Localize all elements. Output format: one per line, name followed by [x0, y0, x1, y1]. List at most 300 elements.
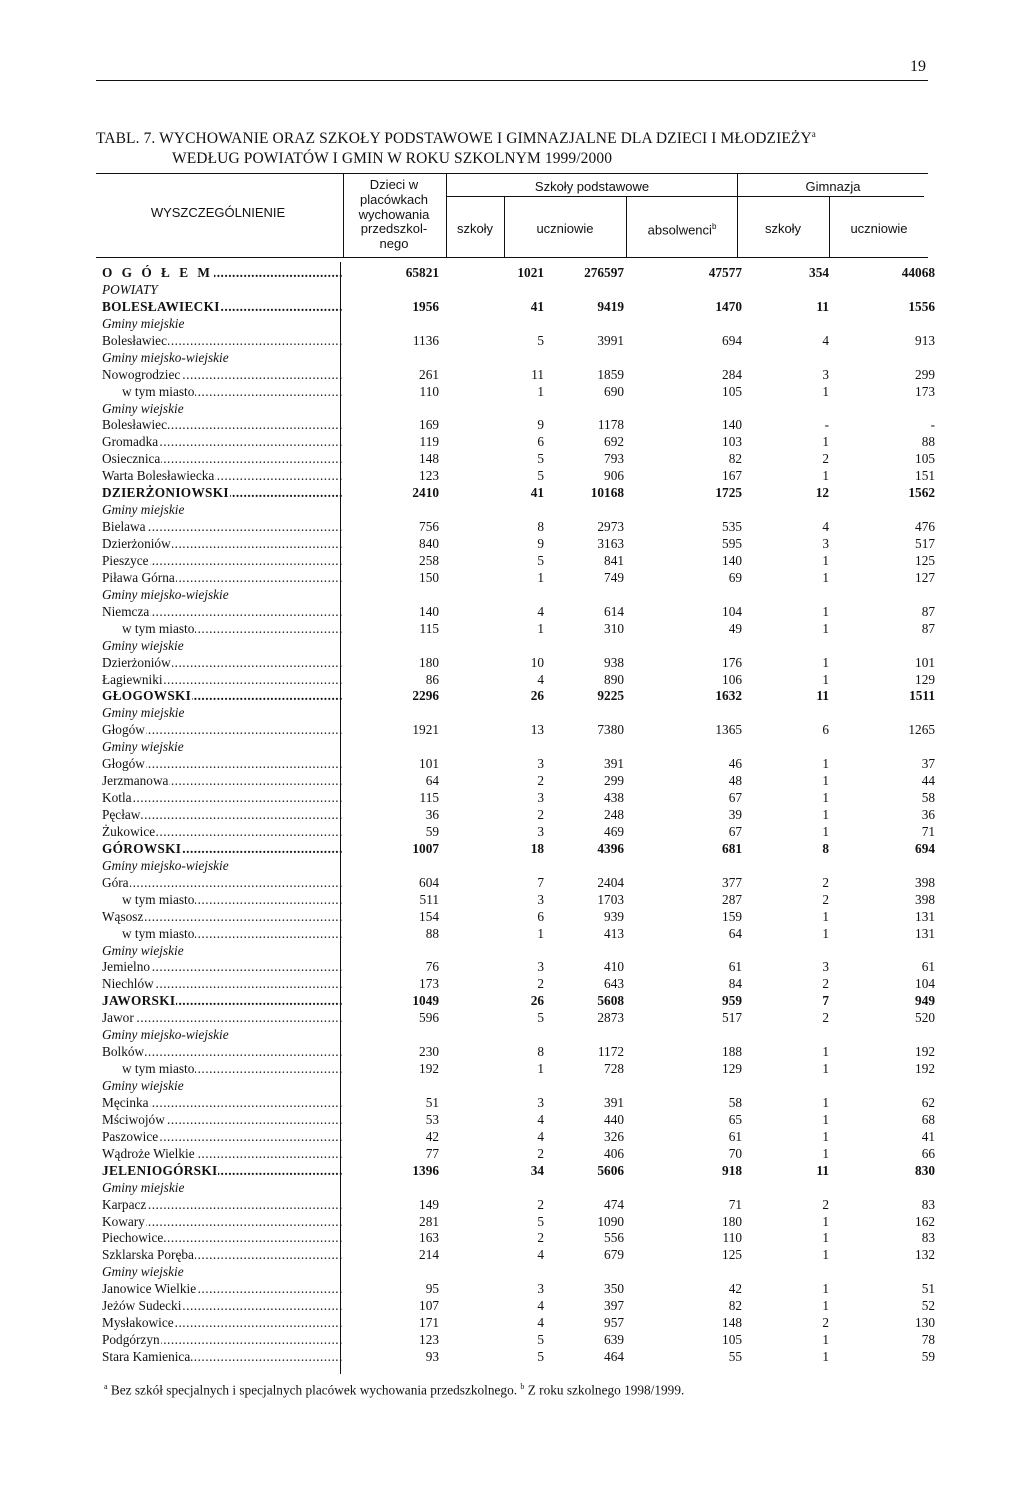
- row-label: [102, 721, 342, 738]
- top-rule: [96, 80, 928, 81]
- cell-primary-graduates: 180: [722, 1213, 742, 1229]
- cell-preschool: 511: [419, 891, 439, 907]
- cell-primary-pupils: 556: [604, 1230, 624, 1246]
- cell-primary-pupils: 9225: [597, 688, 624, 704]
- cell-primary-pupils: 9419: [597, 298, 624, 314]
- cell-primary-graduates: 46: [728, 756, 742, 772]
- cell-gim-pupils: 62: [921, 1094, 935, 1110]
- cell-gim-pupils: 131: [915, 925, 935, 941]
- cell-preschool: 119: [419, 434, 439, 450]
- cell-gim-pupils: 299: [915, 366, 935, 382]
- section-heading-row: [0, 1263, 1024, 1280]
- table-row: [0, 1280, 1024, 1297]
- table-row: [0, 1348, 1024, 1365]
- cell-gim-schools: 2: [822, 1196, 829, 1212]
- cell-primary-pupils: 890: [604, 671, 624, 687]
- row-label: [102, 484, 342, 501]
- cell-primary-graduates: 148: [722, 1315, 742, 1331]
- header-group-primary: Szkoły podstawowe: [534, 179, 650, 194]
- cell-gim-schools: 1: [822, 1061, 829, 1077]
- cell-primary-graduates: 176: [722, 654, 742, 670]
- cell-preschool: 230: [419, 1044, 439, 1060]
- row-label-text: Jerzmanowa: [102, 773, 169, 789]
- cell-primary-schools: 7: [537, 874, 544, 890]
- row-label-text: POWIATY: [102, 281, 158, 297]
- cell-primary-graduates: 595: [722, 536, 742, 551]
- cell-gim-schools: 11: [816, 298, 829, 314]
- cell-gim-pupils: 41: [921, 1128, 935, 1144]
- row-label-text: w tym miasto: [102, 621, 195, 636]
- row-label-text: Pęcław: [102, 807, 141, 822]
- row-label-text: Stara Kamienica: [102, 1349, 191, 1364]
- cell-gim-schools: 4: [822, 332, 829, 348]
- cell-gim-schools: 1: [822, 569, 829, 585]
- cell-gim-schools: 1: [822, 1298, 829, 1314]
- cell-primary-pupils: 299: [604, 773, 624, 789]
- cell-gim-schools: 2: [822, 1010, 829, 1026]
- row-label: [102, 1026, 342, 1043]
- cell-gim-schools: 1: [822, 603, 829, 619]
- cell-primary-graduates: 959: [722, 993, 742, 1009]
- row-label-text: BOLESŁAWIECKI: [102, 298, 220, 314]
- cell-gim-schools: 1: [822, 654, 829, 670]
- cell-gim-pupils: 87: [921, 620, 935, 636]
- header-label: WYSZCZEGÓLNIENIE: [150, 205, 286, 220]
- row-label-text: Góra: [102, 874, 129, 890]
- cell-preschool: 148: [419, 451, 439, 467]
- cell-primary-schools: 1: [537, 569, 544, 585]
- cell-primary-pupils: 438: [604, 790, 624, 806]
- cell-primary-schools: 9: [537, 536, 544, 551]
- cell-preschool: 1049: [412, 993, 439, 1009]
- row-label-text: Paszowice: [102, 1128, 159, 1144]
- table-row: [0, 484, 1024, 501]
- cell-gim-schools: 1: [822, 1230, 829, 1246]
- row-label: [102, 1213, 342, 1230]
- cell-gim-pupils: 949: [915, 993, 935, 1009]
- cell-primary-graduates: 535: [722, 519, 742, 535]
- row-label: [102, 1111, 342, 1128]
- cell-preschool: 77: [425, 1145, 439, 1161]
- row-label-text: Męcinka: [102, 1094, 149, 1110]
- cell-primary-graduates: 64: [728, 925, 742, 941]
- row-label-text: Głogów: [102, 722, 145, 738]
- row-label: [102, 349, 342, 366]
- footnote-a-text: Bez szkół specjalnych i specjalnych placówek wychowania przedszkolnego.: [110, 1382, 518, 1398]
- row-label-text: Szklarska Poręba: [102, 1247, 194, 1263]
- cell-gim-pupils: 1511: [909, 688, 935, 704]
- cell-preschool: 192: [419, 1061, 439, 1077]
- cell-gim-schools: 11: [816, 1162, 829, 1178]
- cell-gim-pupils: 1562: [908, 485, 935, 501]
- cell-gim-pupils: 36: [921, 807, 935, 822]
- row-label-text: Gminy wiejskie: [102, 942, 184, 958]
- section-heading-row: [0, 857, 1024, 874]
- table-row: [0, 1128, 1024, 1145]
- cell-gim-pupils: 398: [915, 891, 935, 907]
- cell-preschool: 53: [425, 1111, 439, 1127]
- cell-primary-schools: 13: [530, 722, 544, 738]
- row-label-text: Łagiewniki: [102, 671, 163, 687]
- row-label-text: Gminy wiejskie: [102, 637, 184, 653]
- row-label: [102, 1314, 342, 1331]
- table-row: [0, 721, 1024, 738]
- cell-primary-graduates: 106: [722, 671, 742, 687]
- table-row: [0, 1213, 1024, 1230]
- row-label: [102, 874, 342, 891]
- cell-primary-graduates: 110: [722, 1230, 742, 1246]
- row-label: [102, 975, 342, 992]
- cell-primary-graduates: 71: [728, 1196, 742, 1212]
- cell-primary-pupils: 939: [604, 908, 624, 924]
- cell-gim-pupils: 520: [915, 1010, 935, 1026]
- cell-primary-pupils: 690: [604, 383, 624, 399]
- cell-primary-schools: 5: [537, 1213, 544, 1229]
- table-row: [0, 416, 1024, 433]
- cell-preschool: 65821: [405, 265, 439, 280]
- row-label: [102, 942, 342, 959]
- cell-primary-pupils: 749: [604, 569, 624, 585]
- cell-primary-graduates: 105: [722, 383, 742, 399]
- cell-primary-graduates: 1725: [715, 485, 742, 501]
- row-label-text: Osiecznica: [102, 451, 161, 467]
- cell-gim-pupils: 151: [915, 468, 935, 484]
- cell-primary-graduates: 47577: [708, 265, 742, 280]
- cell-primary-graduates: 61: [728, 1128, 742, 1144]
- cell-gim-pupils: 37: [921, 756, 935, 772]
- cell-primary-schools: 2: [537, 1230, 544, 1246]
- table-title: [96, 124, 816, 169]
- row-label: [102, 1179, 342, 1196]
- section-heading-row: [0, 1179, 1024, 1196]
- row-label-text: Dzierżoniów: [102, 654, 171, 670]
- cell-primary-schools: 3: [537, 891, 544, 907]
- cell-primary-schools: 8: [537, 1044, 544, 1060]
- cell-preschool: 2410: [412, 485, 439, 501]
- header-primary-pupils: uczniowie: [536, 221, 594, 236]
- cell-primary-schools: 4: [537, 1315, 544, 1331]
- cell-primary-graduates: 103: [722, 434, 742, 450]
- cell-gim-pupils: 59: [921, 1349, 935, 1364]
- cell-preschool: 1396: [412, 1162, 439, 1178]
- cell-primary-schools: 4: [537, 1111, 544, 1127]
- cell-primary-graduates: 1470: [715, 298, 742, 314]
- table-row: [0, 264, 1024, 281]
- row-label-text: O G Ó Ł E M: [102, 265, 213, 280]
- cell-gim-pupils: 125: [915, 552, 935, 568]
- row-label: [102, 772, 342, 789]
- row-label-text: Gminy miejskie: [102, 315, 185, 331]
- cell-primary-schools: 2: [537, 807, 544, 822]
- cell-preschool: 123: [419, 468, 439, 484]
- section-heading-row: [0, 1077, 1024, 1094]
- header-gim-schools: szkoły: [764, 221, 802, 236]
- cell-gim-pupils: 1556: [908, 298, 935, 314]
- cell-primary-schools: 5: [537, 1332, 544, 1348]
- row-label-text: Gromadka: [102, 434, 159, 450]
- cell-preschool: 163: [419, 1230, 439, 1246]
- row-label-text: Dzierżoniów: [102, 536, 171, 551]
- header-preschool-line: nego: [379, 236, 409, 252]
- cell-primary-pupils: 728: [604, 1061, 624, 1077]
- cell-gim-schools: 3: [822, 366, 829, 382]
- cell-preschool: 840: [419, 536, 439, 551]
- table-body: [0, 264, 1024, 1365]
- title-line-2: WEDŁUG POWIATÓW I GMIN W ROKU SZKOLNYM 1999/2000: [172, 150, 613, 168]
- table-row: [0, 671, 1024, 688]
- cell-primary-schools: 26: [530, 688, 544, 704]
- table-row: [0, 908, 1024, 925]
- cell-primary-graduates: 159: [722, 908, 742, 924]
- row-label-text: Gminy miejsko-wiejskie: [102, 1027, 229, 1043]
- row-label: [102, 569, 342, 586]
- header-preschool-line: przedszkol-: [360, 221, 428, 237]
- cell-primary-graduates: 39: [728, 807, 742, 822]
- table-row: [0, 298, 1024, 315]
- table-row: [0, 332, 1024, 349]
- cell-primary-schools: 5: [537, 468, 544, 484]
- cell-gim-schools: 1: [822, 1111, 829, 1127]
- row-label: [102, 1162, 342, 1179]
- table-row: [0, 552, 1024, 569]
- cell-preschool: 171: [419, 1315, 439, 1331]
- page-number: 19: [910, 58, 926, 75]
- row-label: [102, 586, 342, 603]
- cell-primary-graduates: 140: [722, 417, 742, 433]
- cell-primary-schools: 10: [530, 654, 544, 670]
- row-label: [102, 891, 342, 908]
- row-label: [102, 671, 342, 688]
- cell-preschool: 1921: [412, 722, 439, 738]
- row-label-text: Gminy wiejskie: [102, 1264, 184, 1280]
- row-label: [102, 298, 342, 315]
- cell-primary-graduates: 67: [728, 790, 742, 806]
- cell-primary-graduates: 140: [722, 552, 742, 568]
- cell-gim-pupils: 173: [915, 383, 935, 399]
- row-label: [102, 1128, 342, 1145]
- row-label-text: Wąsosz: [102, 908, 144, 924]
- cell-primary-pupils: 464: [604, 1349, 624, 1364]
- row-label-text: Janowice Wielkie: [102, 1281, 197, 1297]
- row-label-text: Piechowice: [102, 1230, 164, 1246]
- row-label-text: Jemielno: [102, 959, 151, 975]
- row-label: [102, 789, 342, 806]
- cell-primary-schools: 6: [537, 908, 544, 924]
- cell-primary-schools: 2: [537, 1196, 544, 1212]
- row-label-text: Żukowice: [102, 823, 156, 839]
- cell-primary-pupils: 1090: [597, 1213, 624, 1229]
- row-label: [102, 738, 342, 755]
- header-gim-pupils: uczniowie: [850, 221, 908, 236]
- row-label-text: Kotla: [102, 790, 132, 806]
- cell-gim-schools: 1: [822, 1213, 829, 1229]
- cell-gim-schools: 1: [822, 823, 829, 839]
- cell-primary-graduates: 48: [728, 773, 742, 789]
- cell-preschool: 1007: [412, 840, 439, 856]
- cell-primary-pupils: 692: [604, 434, 624, 450]
- row-label: [102, 315, 342, 332]
- cell-primary-graduates: 125: [722, 1247, 742, 1263]
- cell-preschool: 64: [425, 773, 439, 789]
- cell-primary-graduates: 61: [728, 959, 742, 975]
- cell-preschool: 95: [425, 1281, 439, 1297]
- cell-gim-schools: 11: [816, 688, 829, 704]
- cell-preschool: 604: [419, 874, 439, 890]
- cell-gim-schools: 1: [822, 1349, 829, 1364]
- cell-primary-pupils: 391: [604, 756, 624, 772]
- row-label-text: Gminy wiejskie: [102, 400, 184, 416]
- cell-preschool: 115: [419, 790, 439, 806]
- cell-primary-schools: 3: [537, 823, 544, 839]
- cell-gim-schools: 1: [822, 807, 829, 822]
- cell-primary-pupils: 350: [604, 1281, 624, 1297]
- cell-primary-pupils: 2404: [597, 874, 624, 890]
- row-label-text: Pieszyce: [102, 552, 149, 568]
- cell-preschool: 2296: [412, 688, 439, 704]
- cell-primary-pupils: 7380: [597, 722, 624, 738]
- cell-preschool: 1956: [412, 298, 439, 314]
- cell-primary-pupils: 1859: [597, 366, 624, 382]
- cell-primary-schools: 5: [537, 1010, 544, 1026]
- cell-primary-schools: 1: [537, 925, 544, 941]
- table-row: [0, 1229, 1024, 1246]
- cell-gim-pupils: 398: [915, 874, 935, 890]
- cell-gim-pupils: -: [930, 417, 935, 433]
- cell-primary-pupils: 3163: [597, 536, 624, 551]
- table-row: [0, 569, 1024, 586]
- section-heading-row: [0, 281, 1024, 298]
- cell-preschool: 115: [419, 620, 439, 636]
- row-label: [102, 1246, 342, 1263]
- cell-primary-schools: 2: [537, 976, 544, 992]
- row-label-text: Gminy miejskie: [102, 705, 185, 721]
- cell-preschool: 169: [419, 417, 439, 433]
- table-row: [0, 1162, 1024, 1179]
- cell-primary-schools: 4: [537, 1128, 544, 1144]
- table-row: [0, 535, 1024, 552]
- row-label-text: w tym miasto: [102, 892, 195, 907]
- table-row: [0, 1196, 1024, 1213]
- cell-primary-schools: 5: [537, 552, 544, 568]
- cell-gim-schools: 1: [822, 1247, 829, 1263]
- cell-primary-pupils: 10168: [590, 485, 624, 501]
- row-label-text: Warta Bolesławiecka: [102, 468, 215, 484]
- table-row: [0, 806, 1024, 823]
- table-row: [0, 975, 1024, 992]
- cell-primary-schools: 9: [537, 417, 544, 433]
- row-label-text: Gminy miejsko-wiejskie: [102, 857, 229, 873]
- cell-primary-pupils: 841: [604, 552, 624, 568]
- cell-gim-pupils: 78: [921, 1332, 935, 1348]
- cell-primary-graduates: 84: [728, 976, 742, 992]
- graduates-footnote-mark: b: [711, 222, 717, 231]
- cell-primary-schools: 8: [537, 519, 544, 535]
- row-label: [102, 687, 342, 704]
- section-heading-row: [0, 400, 1024, 417]
- cell-gim-schools: 1: [822, 620, 829, 636]
- cell-gim-pupils: 88: [921, 434, 935, 450]
- cell-primary-pupils: 391: [604, 1094, 624, 1110]
- section-heading-row: [0, 942, 1024, 959]
- cell-gim-pupils: 127: [915, 569, 935, 585]
- cell-gim-schools: 1: [822, 552, 829, 568]
- footnote-b-text: Z roku szkolnego 1998/1999.: [527, 1382, 685, 1398]
- row-label: [102, 806, 342, 823]
- table-row: [0, 366, 1024, 383]
- cell-primary-pupils: 643: [604, 976, 624, 992]
- row-label-text: Karpacz: [102, 1196, 147, 1212]
- row-label-text: w tym miasto: [102, 384, 195, 399]
- cell-primary-schools: 2: [537, 1145, 544, 1161]
- row-label: [102, 552, 342, 569]
- cell-primary-schools: 34: [530, 1162, 544, 1178]
- cell-gim-schools: 4: [822, 519, 829, 535]
- cell-preschool: 88: [425, 925, 439, 941]
- cell-preschool: 150: [419, 569, 439, 585]
- row-label-text: Mściwojów: [102, 1111, 165, 1127]
- cell-preschool: 149: [419, 1196, 439, 1212]
- cell-primary-schools: 18: [530, 840, 544, 856]
- cell-primary-pupils: 440: [604, 1111, 624, 1127]
- row-label-text: GŁOGOWSKI: [102, 688, 192, 704]
- row-label: [102, 823, 342, 840]
- table-row: [0, 992, 1024, 1009]
- cell-primary-pupils: 5606: [597, 1162, 624, 1178]
- cell-gim-schools: 1: [822, 1128, 829, 1144]
- cell-primary-graduates: 105: [722, 1332, 742, 1348]
- table-row: [0, 654, 1024, 671]
- cell-gim-pupils: 105: [915, 451, 935, 467]
- row-label: [102, 1043, 342, 1060]
- cell-primary-schools: 1: [537, 383, 544, 399]
- cell-gim-pupils: 476: [915, 519, 935, 535]
- cell-primary-pupils: 326: [604, 1128, 624, 1144]
- cell-primary-schools: 5: [537, 451, 544, 467]
- row-label: [102, 755, 342, 772]
- cell-preschool: 173: [419, 976, 439, 992]
- table-row: [0, 925, 1024, 942]
- cell-primary-graduates: 104: [722, 603, 742, 619]
- table-row: [0, 383, 1024, 400]
- cell-primary-pupils: 413: [604, 925, 624, 941]
- footnote: [104, 1382, 684, 1398]
- cell-primary-schools: 1: [537, 620, 544, 636]
- cell-primary-schools: 41: [530, 485, 544, 501]
- cell-gim-schools: 1: [822, 756, 829, 772]
- cell-primary-pupils: 474: [604, 1196, 624, 1212]
- cell-gim-schools: 1: [822, 773, 829, 789]
- row-label-text: Bolków: [102, 1044, 145, 1060]
- cell-primary-pupils: 3991: [597, 332, 624, 348]
- section-heading-row: [0, 704, 1024, 721]
- table-row: [0, 1246, 1024, 1263]
- row-label: [102, 840, 342, 857]
- row-label: [102, 1297, 342, 1314]
- cell-primary-pupils: 906: [604, 468, 624, 484]
- section-heading-row: [0, 637, 1024, 654]
- table-row: [0, 518, 1024, 535]
- cell-gim-schools: 1: [822, 925, 829, 941]
- title-footnote-mark: a: [811, 129, 816, 139]
- row-label-text: Gminy miejskie: [102, 1179, 185, 1195]
- cell-primary-pupils: 2973: [597, 519, 624, 535]
- cell-primary-pupils: 639: [604, 1332, 624, 1348]
- row-label: [102, 518, 342, 535]
- row-label: [102, 1060, 342, 1077]
- cell-primary-graduates: 918: [722, 1162, 742, 1178]
- row-label-text: Gminy miejskie: [102, 502, 185, 518]
- cell-primary-schools: 3: [537, 959, 544, 975]
